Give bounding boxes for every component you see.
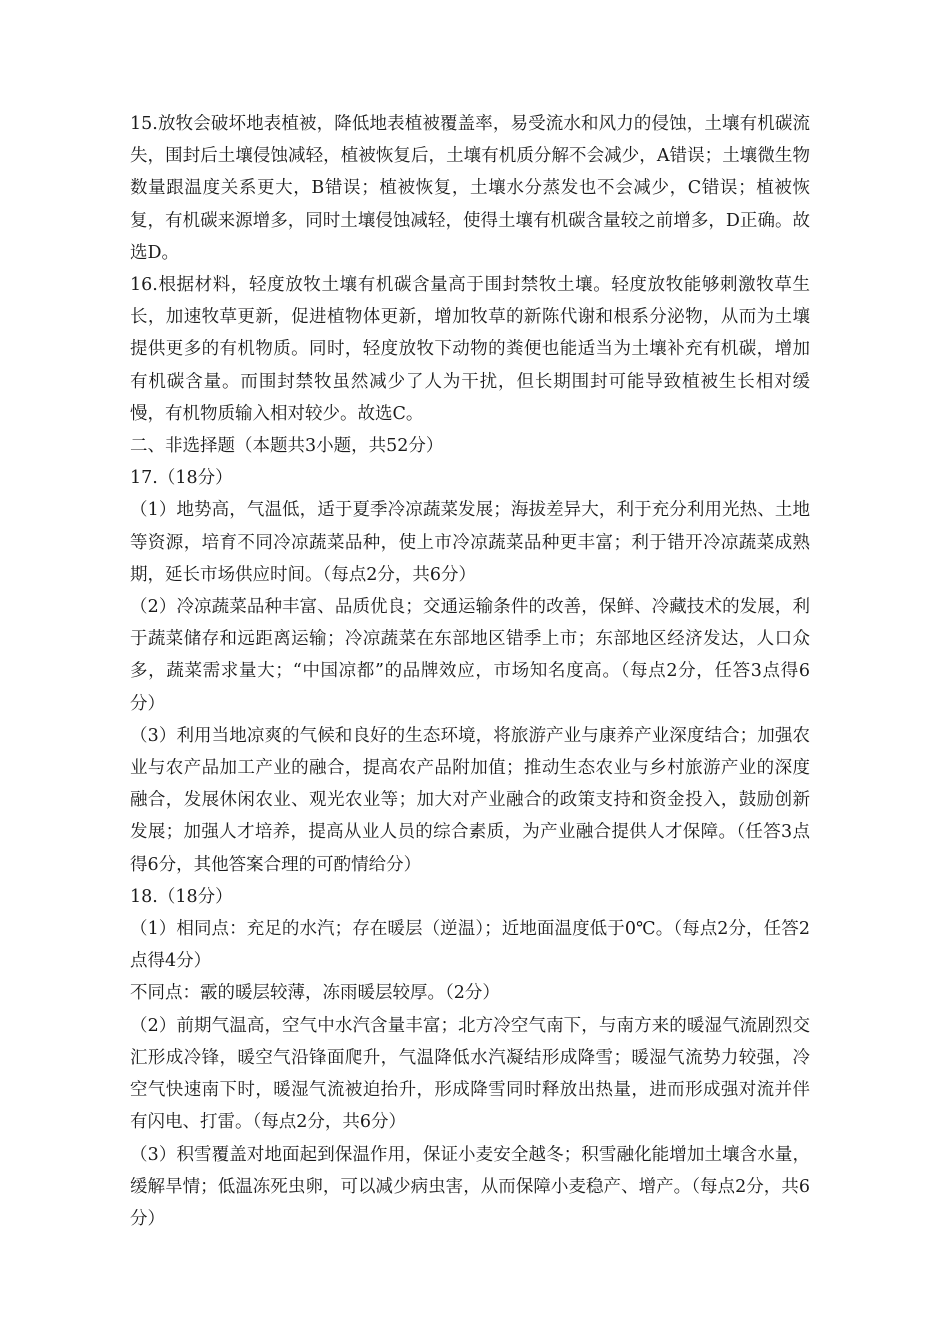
section-header-non-choice: 二、非选择题（本题共3小题，共52分）	[130, 436, 444, 457]
answer-17-part-1: （1）地势高，气温低，适于夏季冷凉蔬菜发展；海拔差异大，利于充分利用光热、土地等资源，培育不同冷凉蔬菜品种，使上市冷凉蔬菜品种更丰富；利于错开冷凉蔬菜成熟期，延长市场供应时间。（每点2分，共6分）	[130, 500, 810, 585]
question-18-header: 18.（18分）	[130, 886, 233, 907]
answer-key-text	[130, 108, 810, 1235]
answer-18-part-3: （3）积雪覆盖对地面起到保温作用，保证小麦安全越冬；积雪融化能增加土壤含水量，缓解旱情；低温冻死虫卵，可以减少病虫害，从而保障小麦稳产、增产。（每点2分，共6分）	[130, 1144, 810, 1229]
answer-15: 15.放牧会破坏地表植被，降低地表植被覆盖率，易受流水和风力的侵蚀，土壤有机碳流失，围封后土壤侵蚀减轻，植被恢复后，土壤有机质分解不会减少，A错误；土壤微生物数量跟温度关系更大，B错误；植被恢复，土壤水分蒸发也不会减少，C错误；植被恢复，有机碳来源增多，同时土壤侵蚀减轻，使得土壤有机碳含量较之前增多，D正确。故选D。	[130, 114, 810, 263]
answer-18-part-2: （2）前期气温高，空气中水汽含量丰富；北方冷空气南下，与南方来的暖湿气流剧烈交汇形成冷锋，暖空气沿锋面爬升，气温降低水汽凝结形成降雪；暖湿气流势力较强，冷空气快速南下时，暖湿气流被迫抬升，形成降雪同时释放出热量，进而形成强对流并伴有闪电、打雷。（每点2分，共6分）	[130, 1015, 810, 1133]
answer-17-part-2: （2）冷凉蔬菜品种丰富、品质优良；交通运输条件的改善，保鲜、冷藏技术的发展，利于蔬菜储存和远距离运输；冷凉蔬菜在东部地区错季上市；东部地区经济发达，人口众多，蔬菜需求量大；“中国凉都”的品牌效应，市场知名度高。（每点2分，任答3点得6分）	[130, 597, 810, 714]
answer-18-part-1-similarities: （1）相同点：充足的水汽；存在暖层（逆温）；近地面温度低于0℃。（每点2分，任答2点得4分）	[130, 919, 810, 972]
answer-18-part-1-differences: 不同点：霰的暖层较薄，冻雨暖层较厚。（2分）	[130, 983, 500, 1004]
question-17-header: 17.（18分）	[130, 468, 233, 489]
answer-17-part-3: （3）利用当地凉爽的气候和良好的生态环境，将旅游产业与康养产业深度结合；加强农业与农产品加工产业的融合，提高农产品附加值；推动生态农业与乡村旅游产业的深度融合，发展休闲农业、观光农业等；加大对产业融合的政策支持和资金投入，鼓励创新发展；加强人才培养，提高从业人员的综合素质，为产业融合提供人才保障。（任答3点得6分，其他答案合理的可酌情给分）	[130, 725, 810, 875]
answer-16: 16.根据材料，轻度放牧土壤有机碳含量高于围封禁牧土壤。轻度放牧能够刺激牧草生长，加速牧草更新，促进植物体更新，增加牧草的新陈代谢和根系分泌物，从而为土壤提供更多的有机物质。同时，轻度放牧下动物的粪便也能适当为土壤补充有机碳，增加有机碳含量。而围封禁牧虽然减少了人为干扰，但长期围封可能导致植被生长相对缓慢，有机物质输入相对较少。故选C。	[130, 275, 810, 424]
